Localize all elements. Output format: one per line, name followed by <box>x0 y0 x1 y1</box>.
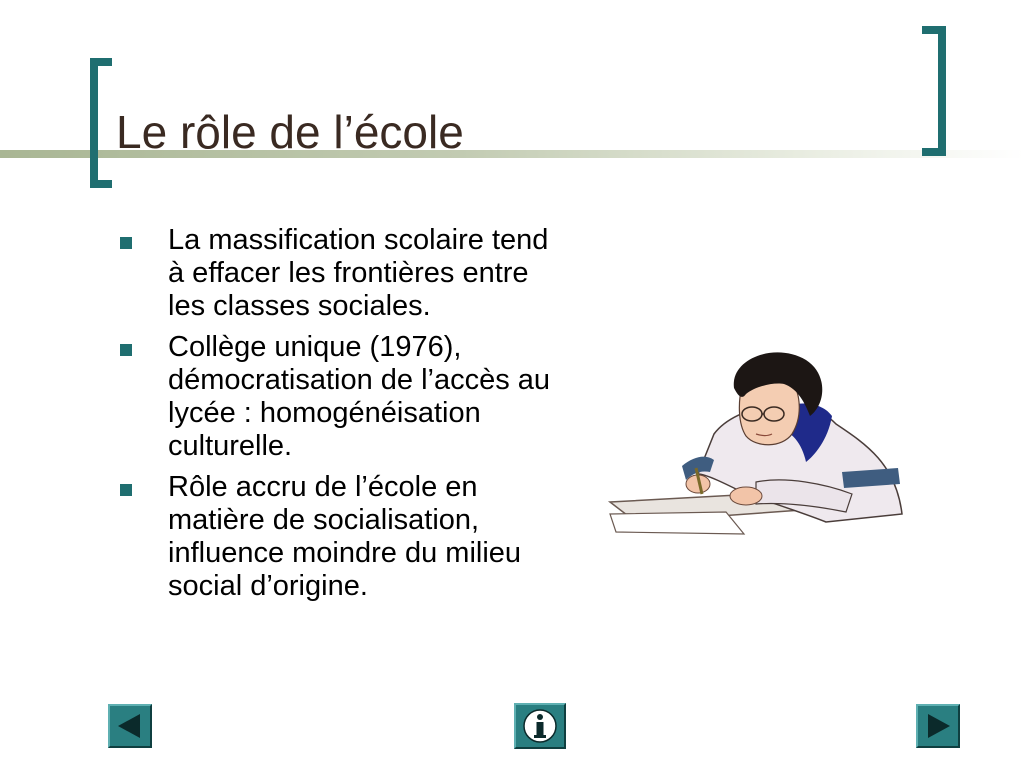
bullet-text: La massification scolaire tend à effacer les frontières entre les classes sociales. <box>168 224 549 322</box>
bullet-item <box>118 471 558 603</box>
info-icon <box>516 705 564 747</box>
next-slide-button[interactable] <box>916 704 960 748</box>
left-bracket-decoration <box>90 58 112 188</box>
right-bracket-decoration <box>922 26 946 156</box>
triangle-right-icon <box>918 706 958 746</box>
square-bullet-icon <box>120 484 132 496</box>
square-bullet-icon <box>120 237 132 249</box>
bullet-item <box>118 224 558 323</box>
bullet-item <box>118 331 558 463</box>
bullet-text: Collège unique (1976), démocratisation de l’accès au lycée : homogénéisation culturelle. <box>168 331 551 462</box>
slide-title: Le rôle de l’école <box>116 106 464 158</box>
square-bullet-icon <box>120 344 132 356</box>
bullet-text: Rôle accru de l’école en matière de socialisation, influence moindre du milieu social d’origine. <box>168 471 522 602</box>
student-writing-illustration <box>606 344 906 544</box>
previous-slide-button[interactable] <box>108 704 152 748</box>
bullet-list <box>118 224 558 611</box>
triangle-left-icon <box>110 706 150 746</box>
info-button[interactable] <box>514 703 566 749</box>
